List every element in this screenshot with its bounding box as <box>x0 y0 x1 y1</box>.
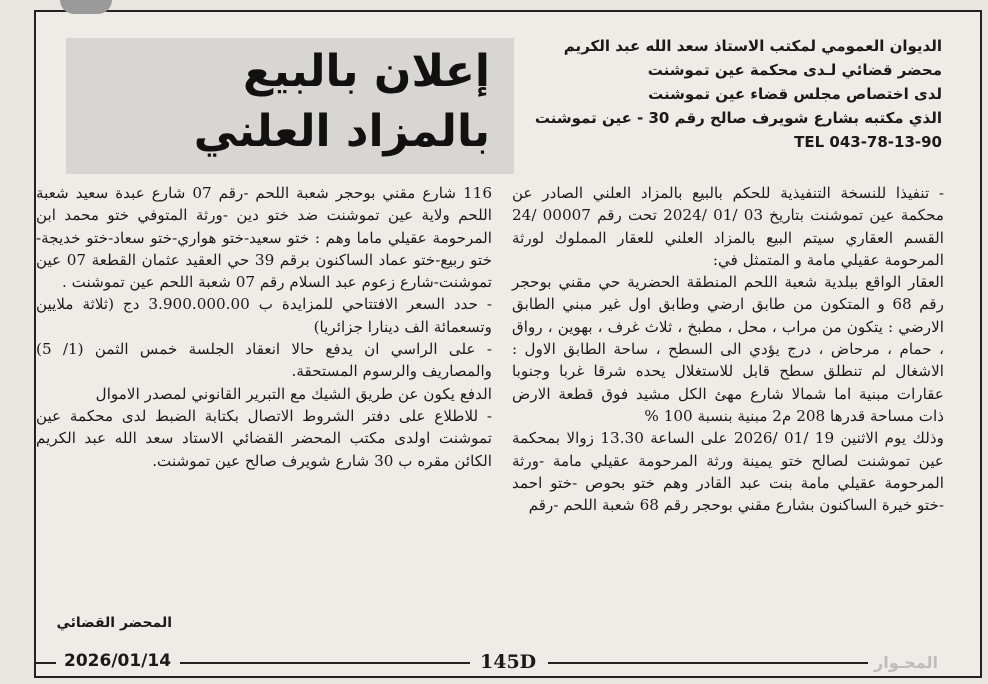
header-line: الذي مكتبه بشارع شويرف صالح رقم 30 - عين تموشنت <box>534 109 942 127</box>
paragraph: - حدد السعر الافتتاحي للمزايدة ب 3.900.000.00 دج (ثلاثة ملايين وتسعمائة الف دينارا جزائريا) <box>36 295 493 336</box>
paragraph: - على الراسي ان يدفع حالا انعقاد الجلسة خمس الثمن (1/ 5) والمصاريف والرسوم المستحقة. <box>36 340 493 381</box>
paragraph: العقار الواقع ببلدية شعبة اللحم المنطقة الحضرية حي مقني بوحجر رقم 68 و المتكون من طابق ارضي وطابق اول غير مبني الطابق الارضي : يتكون من مراب ، محل ، مطبخ ، ثلاث غرف ، بهوين ، رواق ، حمام ، مرحاض ، درج يؤدي الى السطح ، ساحة الطابق الاول : الاشغال لم تنطلق سطح قابل للاستغلال يحده شرقا غربا وجنوبا عقارات مبنية اما شمالا شارع مهئ الكل مشيد فوق قطعة الارض ذات مساحة قدرها 208 م2 مبنية بنسبة 100 % <box>512 273 945 425</box>
page-corner-mark <box>60 0 112 14</box>
bailiff-header <box>530 34 942 154</box>
right-text-column <box>512 182 944 516</box>
footer-rule <box>548 662 868 664</box>
paragraph: - تنفيذا للنسخة التنفيذية للحكم بالبيع بالمزاد العلني الصادر عن محكمة عين تموشنت بتاريخ 03 /01 /2024 تحت رقم 00007 /24 القسم العقاري سيتم البيع بالمزاد العلني للعقار المملوك لورثة المرحومة عقيلي مامة و المتمثل في: <box>512 184 945 269</box>
ad-title-line2: بالمزاد العلني <box>193 106 490 157</box>
ad-title-box <box>66 38 514 174</box>
footer-rule <box>36 662 56 664</box>
paragraph: 116 شارع مقني بوحجر شعبة اللحم -رقم 07 شارع عبدة سعيد شعبة اللحم ولاية عين تموشنت ضد ختو دين -ورثة المتوفي ختو محمد ابن المرحومة عقيلي ماما وهم : ختو سعيد-ختو هواري-ختو سعاد-ختو خديجة-ختو ربيع-ختو عماد الساكنون برقم 39 حي العقيد عثمان القطعة 07 عين تموشنت-شارع زعوم عبد السلام رقم 07 شعبة اللحم عين تموشنت . <box>36 184 492 292</box>
left-text-column <box>36 182 492 472</box>
paragraph: الدفع يكون عن طريق الشيك مع التبرير القانوني لمصدر الاموال <box>95 384 492 403</box>
footer-date: 2026/01/14 <box>60 651 175 671</box>
footer-page-number: 145D <box>476 651 540 673</box>
header-phone: TEL 043-78-13-90 <box>794 133 942 151</box>
footer-rule <box>180 662 470 664</box>
signature: المحضر القضائي <box>56 615 172 631</box>
paragraph: وذلك يوم الاثنين 19 /01 /2026 على الساعة 13.30 زوالا بمحكمة عين تموشنت لصالح ختو يمينة ورثة المرحومة عقيلي مامة -ورثة المرحومة عقيلي مامة بنت عبد القادر وهم ختو بحوص -ختو احمد -ختو خيرة الساكنون بشارع مقني بوحجر رقم 68 شعبة اللحم -رقم <box>512 429 944 515</box>
newspaper-logo: المحـوار <box>874 653 938 672</box>
ad-title-line1: إعلان بالبيع <box>243 46 490 97</box>
header-line: محضر قضائي لـدى محكمة عين تموشنت <box>647 61 942 79</box>
header-line: الديوان العمومي لمكتب الاستاذ سعد الله عبد الكريم <box>563 37 942 55</box>
paragraph: - للاطلاع على دفتر الشروط الاتصال بكتابة الضبط لدى محكمة عين تموشنت اولدى مكتب المحضر القضائي الاستاد سعد الله عبد الكريم الكائن مقره ب 30 شارع شويرف صالح عين تموشنت. <box>36 406 492 470</box>
header-line: لدى اختصاص مجلس قضاء عين تموشنت <box>648 85 942 103</box>
